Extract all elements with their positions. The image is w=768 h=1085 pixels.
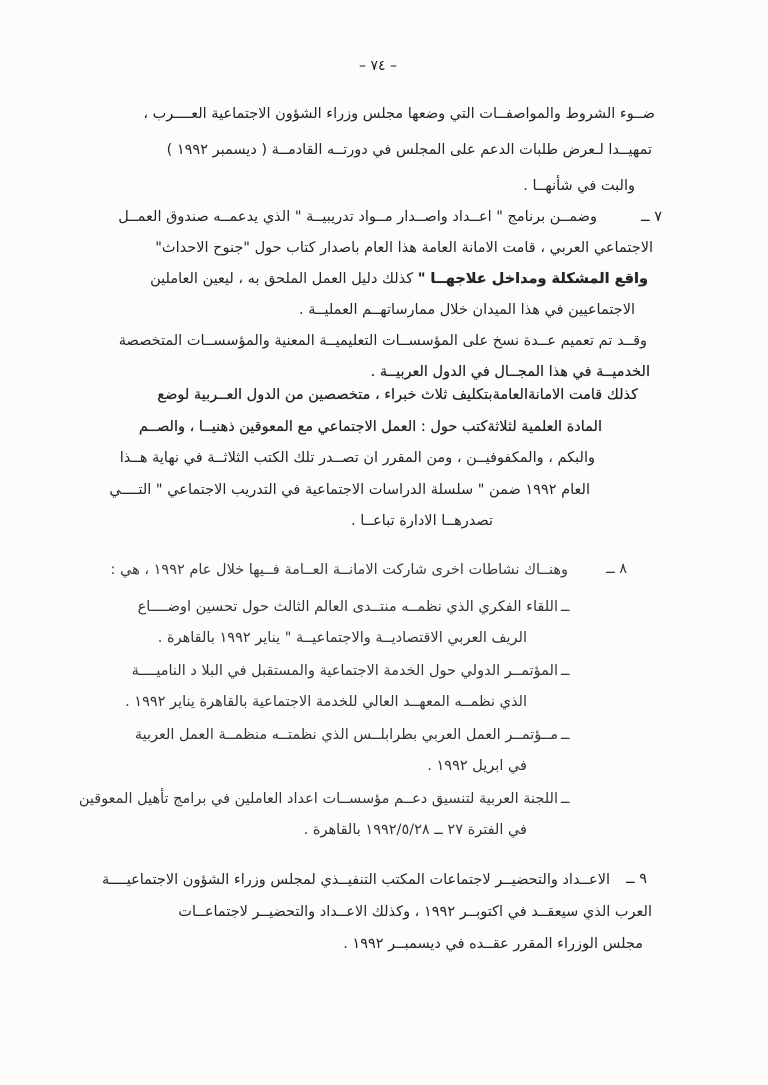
item-7-paragraph-1 bbox=[118, 202, 653, 388]
text-line: الخدميــة في هذا المجــال في الدول العربيــة . bbox=[370, 364, 650, 380]
item-8-heading: وهنــاك نشاطات اخرى شاركت الامانــة العــامة فــيها خلال عام ١٩٩٢ ، هي : bbox=[110, 562, 568, 578]
item-7-paragraph-2 bbox=[104, 380, 638, 538]
text-line: في الفترة ٢٧ ــ ١٩٩٢/٥/٢٨ بالقاهرة . bbox=[303, 822, 527, 838]
book-title-bold: واقع المشكلة ومداخل علاجهــا " bbox=[417, 271, 648, 287]
bullet-item bbox=[78, 784, 570, 846]
page-number: – ٧٤ – bbox=[359, 58, 397, 74]
item-9-number: ٩ ــ bbox=[626, 871, 647, 887]
text-run: كذلك دليل العمل الملحق به ، ليعين العاملين bbox=[150, 271, 418, 287]
item-7-number: ٧ ــ bbox=[641, 209, 662, 225]
text-line: المؤتمــر الدولي حول الخدمة الاجتماعية والمستقبل في البلا د الناميــــة bbox=[131, 663, 558, 679]
text-line: وقــد تم تعميم عــدة نسخ على المؤسســات التعليميــة المعنية والمؤسســات المتخصصة bbox=[118, 333, 647, 349]
intro-paragraph bbox=[138, 96, 655, 204]
text-line: العام ١٩٩٢ ضمن " سلسلة الدراسات الاجتماعية في التدريب الاجتماعي " التــــي bbox=[109, 481, 590, 498]
text-line: تمهيــدا لـعرض طلبات الدعم على المجلس في دورتــه القادمــة ( ديسمبر ١٩٩٢ ) bbox=[166, 142, 652, 158]
text-line: العرب الذي سيعقــد في اكتوبــر ١٩٩٢ ، وكذلك الاعــداد والتحضيــر لاجتماعــات bbox=[178, 904, 652, 920]
text-line: مجلس الوزراء المقرر عقــده في ديسمبــر ١٩٩٢ . bbox=[343, 936, 643, 952]
text-line bbox=[132, 264, 653, 295]
text-line: اللقاء الفكري الذي نظمــه منتــدى العالم الثالث حول تحسين اوضــــاع bbox=[137, 599, 558, 615]
bullet-dash: ــ bbox=[561, 663, 570, 679]
bullet-item bbox=[118, 592, 570, 654]
text-line: وضمــن برنامج " اعــداد واصــدار مــواد تدريبيــة " الذي يدعمــه صندوق العمــل bbox=[118, 209, 597, 225]
text-line: والبت في شأنهــا . bbox=[523, 178, 635, 194]
bullet-dash: ــ bbox=[561, 791, 570, 807]
text-line: ضــوء الشروط والمواصفــات التي وضعها مجلس وزراء الشؤون الاجتماعية العــــرب ، bbox=[143, 106, 655, 122]
text-line: في ابريل ١٩٩٢ . bbox=[427, 758, 527, 774]
text-line: الريف العربي الاقتصاديــة والاجتماعيــة " يناير ١٩٩٢ بالقاهرة . bbox=[157, 630, 527, 646]
item-9-paragraph bbox=[101, 864, 652, 960]
bullet-dash: ــ bbox=[561, 599, 570, 615]
text-line: اللجنة العربية لتنسيق دعــم مؤسســات اعداد العاملين في برامج تأهيل المعوقين bbox=[78, 791, 558, 807]
text-line: والبكم ، والمكفوفيــن ، ومن المقرر ان تصــدر تلك الكتب الثلاثــة في نهاية هــذا bbox=[119, 450, 595, 466]
text-line: الاعــداد والتحضيــر لاجتماعات المكتب التنفيــذي لمجلس وزراء الشؤون الاجتماعيــــة bbox=[101, 872, 610, 888]
item-8-bullets bbox=[78, 592, 570, 848]
text-line: الذي نظمــه المعهــد العالي للخدمة الاجتماعية بالقاهرة يناير ١٩٩٢ . bbox=[125, 694, 527, 710]
text-line: مــؤتمــر العمل العربي بطرابلــس الذي نظمتــه منظمــة العمل العربية bbox=[134, 727, 558, 743]
text-line: تصدرهــا الادارة تباعــا . bbox=[351, 513, 493, 529]
text-line: كذلك قامت الامانةالعامةبتكليف ثلاث خبراء ، متخصصين من الدول العــربية لوضع bbox=[157, 387, 638, 403]
bullet-item bbox=[118, 720, 570, 782]
text-line: المادة العلمية لثلاثةكتب حول : العمل الاجتماعي مع المعوقين ذهنيــا ، والصــم bbox=[138, 418, 602, 435]
text-line: الاجتماعيين في هذا الميدان خلال ممارساتهــم العمليــة . bbox=[299, 302, 635, 318]
bullet-item bbox=[118, 656, 570, 718]
text-line: الاجتماعي العربي ، قامت الامانة العامة هذا العام باصدار كتاب حول "جنوح الاحداث" bbox=[155, 240, 653, 256]
bullet-dash: ــ bbox=[561, 727, 570, 743]
item-8-number: ٨ ــ bbox=[606, 561, 627, 577]
